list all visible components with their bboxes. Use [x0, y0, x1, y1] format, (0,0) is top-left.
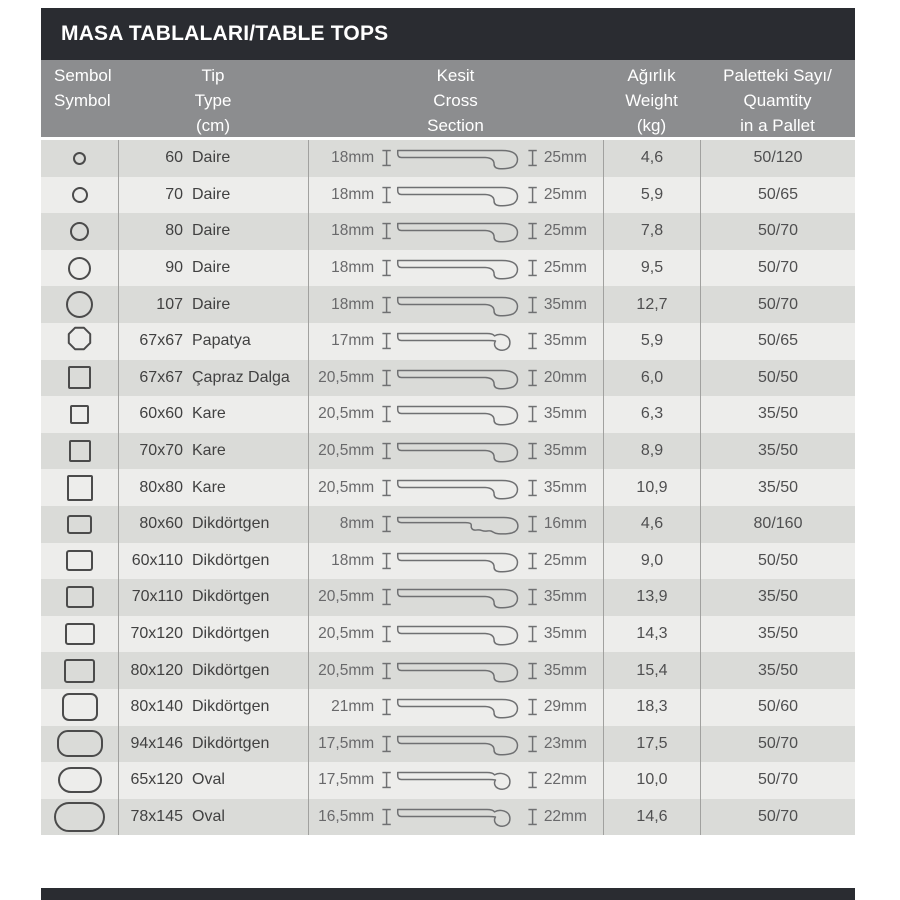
measure-tick-icon [381, 258, 392, 278]
table-row [41, 579, 855, 616]
measure-tick-icon [381, 587, 392, 607]
type-name: Daire [192, 295, 231, 313]
measure-tick-icon [527, 624, 538, 644]
table-row [41, 616, 855, 653]
edge-height-label: 29mm [543, 698, 587, 716]
measure-tick-icon [527, 331, 538, 351]
cross-section-profile-icon [394, 289, 524, 321]
tabletop-shape-icon [66, 291, 93, 318]
weight-cell: 15,4 [603, 652, 700, 689]
table-row [41, 177, 855, 214]
thickness-label: 21mm [331, 698, 375, 716]
symbol-cell [41, 213, 118, 250]
cross-section-cell [308, 762, 603, 799]
cross-section-profile-icon [394, 252, 524, 284]
edge-height-label: 35mm [543, 295, 587, 313]
pallet-cell: 50/50 [700, 360, 855, 397]
table-row [41, 396, 855, 433]
cross-section-profile-icon [394, 545, 524, 577]
column-header-weight: Ağırlık Weight (kg) [625, 66, 678, 135]
table-row [41, 726, 855, 763]
table-row [41, 652, 855, 689]
edge-height-label: 16mm [543, 515, 587, 533]
type-size: 80x80 [139, 478, 183, 496]
measure-tick-icon [381, 221, 392, 241]
type-name: Dikdörtgen [192, 551, 270, 569]
pallet-cell: 35/50 [700, 433, 855, 470]
symbol-cell [41, 762, 118, 799]
type-cell [118, 213, 308, 250]
table-row [41, 689, 855, 726]
symbol-cell [41, 579, 118, 616]
table-body [41, 140, 855, 835]
type-name: Daire [192, 222, 231, 240]
measure-tick-icon [527, 478, 538, 498]
cross-section-cell [308, 433, 603, 470]
measure-tick-icon [527, 551, 538, 571]
tabletop-shape-icon [72, 187, 88, 203]
tabletop-shape-icon [67, 326, 92, 356]
weight-cell: 8,9 [603, 433, 700, 470]
cross-section-cell [308, 140, 603, 177]
symbol-cell [41, 396, 118, 433]
table-row [41, 140, 855, 177]
type-name: Daire [192, 259, 231, 277]
edge-height-label: 35mm [543, 332, 587, 350]
measure-tick-icon [527, 295, 538, 315]
type-cell [118, 177, 308, 214]
weight-cell: 12,7 [603, 286, 700, 323]
symbol-cell [41, 177, 118, 214]
edge-height-label: 25mm [543, 551, 587, 569]
tabletop-shape-icon [66, 586, 94, 608]
thickness-label: 17,5mm [318, 771, 375, 789]
type-size: 65x120 [130, 771, 183, 789]
tabletop-shape-icon [54, 802, 105, 832]
type-name: Daire [192, 185, 231, 203]
cross-section-profile-icon [394, 801, 524, 833]
type-name: Papatya [192, 332, 251, 350]
table-row [41, 543, 855, 580]
type-name: Dikdörtgen [192, 588, 270, 606]
cross-section-profile-icon [394, 691, 524, 723]
thickness-label: 20,5mm [318, 442, 375, 460]
weight-cell: 13,9 [603, 579, 700, 616]
symbol-cell [41, 506, 118, 543]
pallet-cell: 35/50 [700, 616, 855, 653]
thickness-label: 18mm [331, 551, 375, 569]
type-cell [118, 799, 308, 836]
type-size: 80x120 [130, 661, 183, 679]
measure-tick-icon [527, 148, 538, 168]
pallet-cell: 35/50 [700, 396, 855, 433]
type-size: 90 [165, 259, 183, 277]
thickness-label: 17mm [331, 332, 375, 350]
edge-height-label: 25mm [543, 149, 587, 167]
symbol-cell [41, 323, 118, 360]
measure-tick-icon [527, 807, 538, 827]
pallet-cell: 50/70 [700, 726, 855, 763]
tabletop-shape-icon [67, 475, 93, 501]
pallet-cell: 50/70 [700, 213, 855, 250]
weight-cell: 4,6 [603, 506, 700, 543]
cross-section-cell [308, 323, 603, 360]
type-size: 60 [165, 149, 183, 167]
cross-section-profile-icon [394, 398, 524, 430]
type-name: Kare [192, 405, 226, 423]
weight-cell: 7,8 [603, 213, 700, 250]
weight-cell: 6,3 [603, 396, 700, 433]
type-size: 67x67 [139, 332, 183, 350]
cross-section-cell [308, 213, 603, 250]
thickness-label: 18mm [331, 222, 375, 240]
thickness-label: 18mm [331, 149, 375, 167]
tabletop-shape-icon [58, 767, 102, 793]
weight-cell: 10,0 [603, 762, 700, 799]
table-row [41, 360, 855, 397]
measure-tick-icon [527, 441, 538, 461]
type-name: Daire [192, 149, 231, 167]
measure-tick-icon [527, 697, 538, 717]
symbol-cell [41, 543, 118, 580]
thickness-label: 18mm [331, 185, 375, 203]
tabletop-shape-icon [57, 730, 103, 757]
thickness-label: 20,5mm [318, 588, 375, 606]
measure-tick-icon [381, 770, 392, 790]
type-cell [118, 543, 308, 580]
symbol-cell [41, 689, 118, 726]
measure-tick-icon [527, 221, 538, 241]
tabletop-shape-icon [70, 405, 89, 424]
pallet-cell: 50/70 [700, 250, 855, 287]
weight-cell: 10,9 [603, 469, 700, 506]
type-cell [118, 469, 308, 506]
symbol-cell [41, 799, 118, 836]
type-name: Oval [192, 807, 225, 825]
type-name: Çapraz Dalga [192, 368, 290, 386]
type-name: Dikdörtgen [192, 515, 270, 533]
symbol-cell [41, 616, 118, 653]
cross-section-cell [308, 506, 603, 543]
type-cell [118, 360, 308, 397]
symbol-cell [41, 469, 118, 506]
measure-tick-icon [527, 587, 538, 607]
type-name: Kare [192, 478, 226, 496]
type-size: 107 [156, 295, 183, 313]
cross-section-profile-icon [394, 618, 524, 650]
type-size: 80 [165, 222, 183, 240]
cross-section-profile-icon [394, 435, 524, 467]
symbol-cell [41, 433, 118, 470]
edge-height-label: 35mm [543, 442, 587, 460]
cross-section-cell [308, 799, 603, 836]
symbol-cell [41, 250, 118, 287]
symbol-cell [41, 726, 118, 763]
type-size: 94x146 [130, 734, 183, 752]
measure-tick-icon [527, 368, 538, 388]
tabletop-shape-icon [67, 515, 92, 534]
weight-cell: 14,6 [603, 799, 700, 836]
type-name: Oval [192, 771, 225, 789]
type-cell [118, 396, 308, 433]
measure-tick-icon [381, 404, 392, 424]
measure-tick-icon [381, 514, 392, 534]
table-row [41, 469, 855, 506]
measure-tick-icon [381, 807, 392, 827]
type-size: 70x120 [130, 625, 183, 643]
symbol-cell [41, 652, 118, 689]
weight-cell: 5,9 [603, 177, 700, 214]
tabletop-shape-icon [73, 152, 86, 165]
type-size: 80x60 [139, 515, 183, 533]
type-size: 60x110 [131, 551, 183, 569]
tabletop-shape-icon [68, 366, 91, 389]
measure-tick-icon [381, 734, 392, 754]
cross-section-profile-icon [394, 179, 524, 211]
cross-section-cell [308, 652, 603, 689]
thickness-label: 20,5mm [318, 625, 375, 643]
weight-cell: 17,5 [603, 726, 700, 763]
pallet-cell: 35/50 [700, 469, 855, 506]
table-row [41, 213, 855, 250]
cross-section-profile-icon [394, 728, 524, 760]
edge-height-label: 20mm [543, 368, 587, 386]
type-name: Dikdörtgen [192, 698, 270, 716]
tabletop-shape-icon [66, 550, 93, 571]
table-row [41, 323, 855, 360]
type-size: 70 [165, 185, 183, 203]
measure-tick-icon [381, 148, 392, 168]
cross-section-profile-icon [394, 472, 524, 504]
edge-height-label: 35mm [543, 661, 587, 679]
weight-cell: 18,3 [603, 689, 700, 726]
measure-tick-icon [527, 185, 538, 205]
table-row [41, 506, 855, 543]
type-size: 80x140 [130, 698, 183, 716]
pallet-cell: 35/50 [700, 579, 855, 616]
thickness-label: 20,5mm [318, 661, 375, 679]
type-size: 70x70 [139, 442, 183, 460]
measure-tick-icon [527, 770, 538, 790]
edge-height-label: 25mm [543, 259, 587, 277]
symbol-cell [41, 286, 118, 323]
type-cell [118, 286, 308, 323]
type-cell [118, 250, 308, 287]
cross-section-cell [308, 726, 603, 763]
pallet-cell: 50/70 [700, 762, 855, 799]
cross-section-profile-icon [394, 581, 524, 613]
cross-section-cell [308, 543, 603, 580]
table-tops-catalog [41, 8, 855, 835]
thickness-label: 18mm [331, 259, 375, 277]
cross-section-cell [308, 177, 603, 214]
page-title-bar [41, 8, 855, 60]
pallet-cell: 50/70 [700, 799, 855, 836]
pallet-cell: 35/50 [700, 652, 855, 689]
table-row [41, 433, 855, 470]
table-row [41, 762, 855, 799]
page-title: MASA TABLALARI/TABLE TOPS [61, 22, 389, 45]
footer-bar [41, 888, 855, 900]
measure-tick-icon [381, 185, 392, 205]
measure-tick-icon [527, 514, 538, 534]
edge-height-label: 35mm [543, 405, 587, 423]
type-cell [118, 433, 308, 470]
measure-tick-icon [381, 697, 392, 717]
symbol-cell [41, 140, 118, 177]
thickness-label: 8mm [339, 515, 375, 533]
weight-cell: 5,9 [603, 323, 700, 360]
type-cell [118, 762, 308, 799]
edge-height-label: 23mm [543, 734, 587, 752]
thickness-label: 17,5mm [318, 734, 375, 752]
tabletop-shape-icon [69, 440, 91, 462]
cross-section-cell [308, 360, 603, 397]
cross-section-cell [308, 579, 603, 616]
thickness-label: 20,5mm [318, 478, 375, 496]
measure-tick-icon [527, 258, 538, 278]
pallet-cell: 50/50 [700, 543, 855, 580]
cross-section-profile-icon [394, 764, 524, 796]
weight-cell: 6,0 [603, 360, 700, 397]
thickness-label: 16,5mm [318, 807, 375, 825]
tabletop-shape-icon [70, 222, 89, 241]
type-cell [118, 689, 308, 726]
symbol-cell [41, 360, 118, 397]
column-header-type: Tip Type (cm) [194, 66, 232, 135]
type-name: Dikdörtgen [192, 625, 270, 643]
tabletop-shape-icon [65, 623, 95, 645]
edge-height-label: 35mm [543, 588, 587, 606]
measure-tick-icon [381, 551, 392, 571]
edge-height-label: 22mm [543, 807, 587, 825]
tabletop-shape-icon [62, 693, 98, 721]
type-name: Dikdörtgen [192, 661, 270, 679]
measure-tick-icon [381, 331, 392, 351]
edge-height-label: 25mm [543, 222, 587, 240]
measure-tick-icon [381, 624, 392, 644]
type-cell [118, 506, 308, 543]
type-cell [118, 140, 308, 177]
cross-section-cell [308, 689, 603, 726]
cross-section-profile-icon [394, 508, 524, 540]
measure-tick-icon [381, 441, 392, 461]
type-cell [118, 579, 308, 616]
type-cell [118, 726, 308, 763]
pallet-cell: 50/70 [700, 286, 855, 323]
type-cell [118, 323, 308, 360]
type-cell [118, 616, 308, 653]
weight-cell: 14,3 [603, 616, 700, 653]
weight-cell: 9,5 [603, 250, 700, 287]
measure-tick-icon [527, 661, 538, 681]
cross-section-profile-icon [394, 142, 524, 174]
column-header-symbol: Sembol Symbol [54, 66, 112, 110]
type-size: 78x145 [130, 807, 183, 825]
pallet-cell: 50/65 [700, 177, 855, 214]
column-header-row [41, 60, 855, 140]
pallet-cell: 50/60 [700, 689, 855, 726]
pallet-cell: 50/65 [700, 323, 855, 360]
measure-tick-icon [527, 404, 538, 424]
cross-section-profile-icon [394, 215, 524, 247]
table-row [41, 799, 855, 836]
weight-cell: 9,0 [603, 543, 700, 580]
column-header-cross-section: Kesit Cross Section [427, 66, 484, 135]
type-name: Dikdörtgen [192, 734, 270, 752]
table-row [41, 250, 855, 287]
cross-section-profile-icon [394, 362, 524, 394]
type-size: 60x60 [139, 405, 183, 423]
measure-tick-icon [381, 295, 392, 315]
edge-height-label: 35mm [543, 478, 587, 496]
cross-section-cell [308, 286, 603, 323]
type-size: 70x110 [131, 588, 183, 606]
thickness-label: 20,5mm [318, 405, 375, 423]
edge-height-label: 25mm [543, 185, 587, 203]
type-name: Kare [192, 442, 226, 460]
cross-section-cell [308, 469, 603, 506]
tabletop-shape-icon [64, 659, 95, 683]
cross-section-cell [308, 250, 603, 287]
type-size: 67x67 [139, 368, 183, 386]
measure-tick-icon [381, 478, 392, 498]
cross-section-profile-icon [394, 655, 524, 687]
weight-cell: 4,6 [603, 140, 700, 177]
edge-height-label: 35mm [543, 625, 587, 643]
cross-section-cell [308, 396, 603, 433]
pallet-cell: 50/120 [700, 140, 855, 177]
thickness-label: 20,5mm [318, 368, 375, 386]
cross-section-cell [308, 616, 603, 653]
measure-tick-icon [527, 734, 538, 754]
edge-height-label: 22mm [543, 771, 587, 789]
thickness-label: 18mm [331, 295, 375, 313]
tabletop-shape-icon [68, 257, 91, 280]
measure-tick-icon [381, 661, 392, 681]
type-cell [118, 652, 308, 689]
table-row [41, 286, 855, 323]
column-header-pallet: Paletteki Sayı/ Quamtity in a Pallet [723, 66, 832, 135]
cross-section-profile-icon [394, 325, 524, 357]
measure-tick-icon [381, 368, 392, 388]
pallet-cell: 80/160 [700, 506, 855, 543]
